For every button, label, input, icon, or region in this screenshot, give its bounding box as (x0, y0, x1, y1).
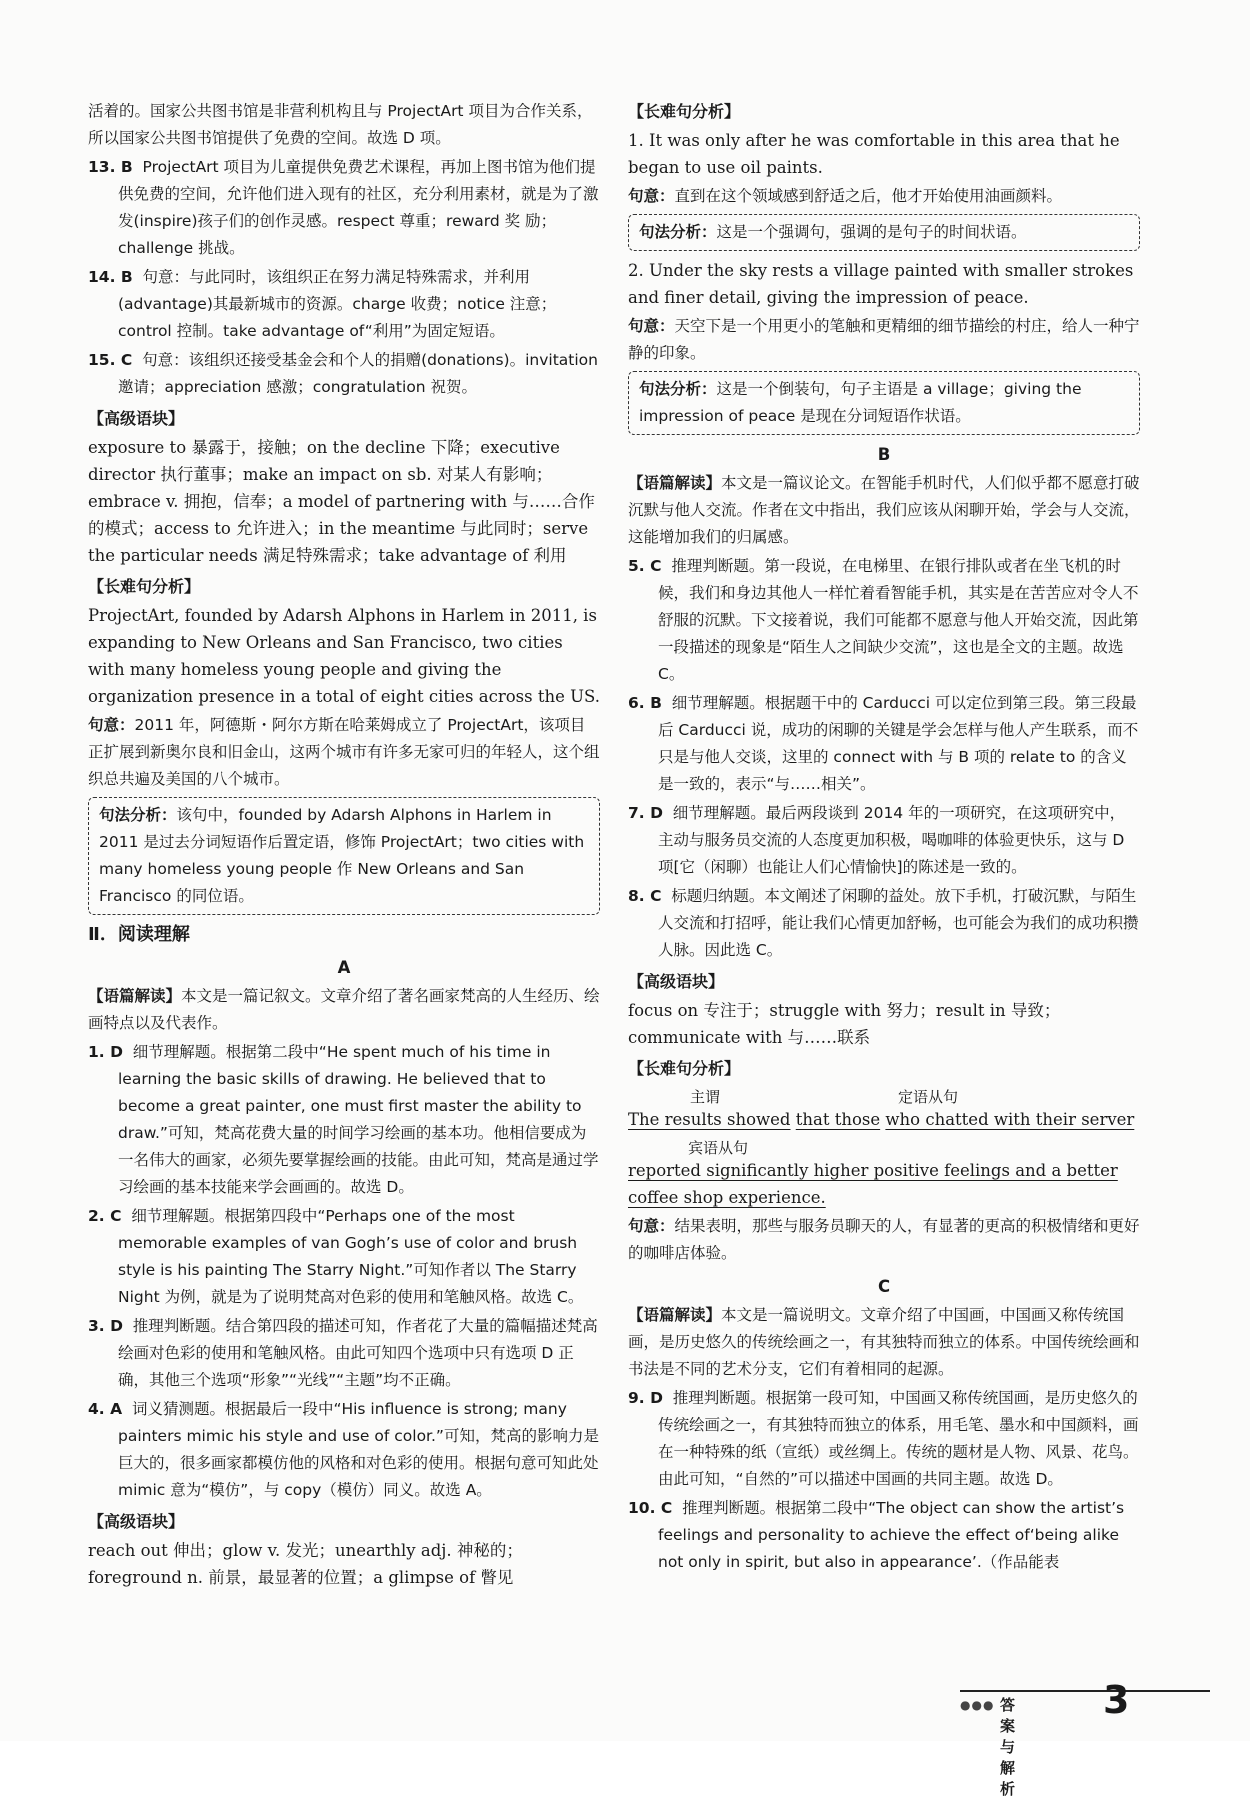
answer-item (88, 1039, 600, 1201)
meaning-text: 结果表明，那些与服务员聊天的人，有显著的更高的积极情绪和更好的咖啡店体验。 (628, 1217, 1140, 1262)
meaning-label: 句意： (628, 1217, 675, 1235)
meaning-label: 句意： (628, 317, 675, 335)
answer-number: 8. C (628, 887, 662, 905)
annotation-row (628, 1084, 1140, 1106)
dots-icon: ●●● (960, 1698, 995, 1712)
underlined-segment: The results showed (628, 1110, 791, 1129)
answer-number: 4. A (88, 1400, 123, 1418)
passage-letter: B (877, 445, 891, 464)
syntax-analysis-box (628, 371, 1140, 435)
syntax-text: 这是一个强调句，强调的是句子的时间状语。 (716, 223, 1027, 241)
answer-number: 15. C (88, 351, 133, 369)
syntax-analysis-box (88, 797, 600, 915)
long-sentence-en: ProjectArt, founded by Adarsh Alphons in Harlem in 2011, is expanding to New Orleans and San Francisco, two cities with many homeless young people and giving the organization presence in a total of eight cities across the US. (88, 606, 600, 706)
long-sentence-meaning (88, 712, 600, 793)
answer-text: ProjectArt 项目为儿童提供免费艺术课程，再加上图书馆为他们提供免费的空间，允许他们进入现有的社区，充分利用素材，就是为了激发(inspire)孩子们的创作灵感。respect 尊重；reward 奖 励；challenge 挑战。 (118, 158, 599, 257)
answer-number: 6. B (628, 694, 662, 712)
section-label: 【 长难句分析 】 (628, 1055, 1140, 1082)
long-sentence-meaning (628, 183, 1140, 210)
passage-summary: 【语篇解读】本文是一篇记叙文。文章介绍了著名画家梵高的人生经历、绘画特点以及代表作。 (88, 987, 600, 1032)
answer-item (88, 154, 600, 262)
underlined-segment: who chatted with their server (885, 1110, 1135, 1129)
summary-text: 本文是一篇说明文。文章介绍了中国画，中国画又称传统国画，是历史悠久的传统绘画之一，有其独特而独立的体系。中国传统绘画和书法是不同的艺术分支，它们有着相同的起源。 (628, 1306, 1140, 1378)
answer-number: 1. D (88, 1043, 123, 1061)
syntax-label: 句法分析： (639, 380, 717, 398)
syntax-label: 句法分析： (99, 806, 177, 824)
right-column (628, 98, 1140, 1578)
footer-rule (960, 1690, 1210, 1692)
answer-item (88, 1396, 600, 1504)
vocab-list: focus on 专注于；struggle with 努力；result in 导致；communicate with 与……联系 (628, 1001, 1061, 1047)
answer-text: 词义猜测题。根据最后一段中“His influence is strong; many painters mimic his style and use of color.”可知，梵高的影响力是巨大的，很多画家都模仿他的风格和对色彩的使用。根据句意可知此处 mimic 意为“模仿”，与 copy（模仿）同义。故选 A。 (118, 1400, 599, 1499)
answer-text: 推理判断题。第一段说，在电梯里、在银行排队或者在坐飞机的时候，我们和身边其他人一样忙着看智能手机，其实是在苦苦应对令人不舒服的沉默。下文接着说，我们可能都不愿意与他人开始交流，因此第一段描述的现象是“陌生人之间缺少交流”，这也是全文的主题。故选 C。 (658, 557, 1139, 683)
meaning-text: 直到在这个领域感到舒适之后，他才开始使用油画颜料。 (674, 187, 1063, 205)
summary-label: 语篇解读 (643, 474, 706, 492)
syntax-analysis-box (628, 214, 1140, 251)
passage-summary: 【语篇解读】本文是一篇说明文。文章介绍了中国画，中国画又称传统国画，是历史悠久的传统绘画之一，有其独特而独立的体系。中国传统绘画和书法是不同的艺术分支，它们有着相同的起源。 (628, 1306, 1140, 1378)
section-label: 【 高级语块 】 (88, 405, 600, 432)
passage-summary: 【语篇解读】本文是一篇议论文。在智能手机时代，人们似乎都不愿意打破沉默与他人交流。作者在文中指出，我们应该从闲聊开始，学会与人交流，这能增加我们的归属感。 (628, 474, 1140, 546)
meaning-text: 天空下是一个用更小的笔触和更精细的细节描绘的村庄，给人一种宁静的印象。 (628, 317, 1140, 362)
summary-label: 语篇解读 (643, 1306, 706, 1324)
underlined-segment: reported significantly higher positive feelings and a better coffee shop experience. (628, 1161, 1118, 1207)
answer-number: 5. C (628, 557, 662, 575)
section-label: 【 长难句分析 】 (628, 98, 1140, 125)
meaning-text: 2011 年，阿德斯・阿尔方斯在哈莱姆成立了 ProjectArt，该项目正扩展到新奥尔良和旧金山，这两个城市有许多无家可归的年轻人，这个组织总共遍及美国的八个城市。 (88, 716, 600, 788)
answer-item (88, 347, 600, 401)
vocab-list: exposure to 暴露于，接触；on the decline 下降；executive director 执行董事；make an impact on sb. 对某人有影响；embrace v. 拥抱，信奉；a model of partnering with 与……合作的模式；access to 允许进入；in the meantime 与此同时；serve the particular needs 满足特殊需求；take advantage of 利用 (88, 438, 595, 565)
answer-text: 细节理解题。根据题干中的 Carducci 可以定位到第三段。第三段最后 Carducci 说，成功的闲聊的关键是学会怎样与他人产生联系，而不只是与他人交谈，这里的 connect with 与 B 项的 relate to 的含义是一致的，表示“与……相关”。 (658, 694, 1139, 793)
section-heading: Ⅱ．阅读理解 (88, 924, 190, 945)
answer-text: 推理判断题。根据第一段可知，中国画又称传统国画，是历史悠久的传统绘画之一，有其独特而独立的体系，用毛笔、墨水和中国颜料，画在一种特殊的纸（宣纸）或丝绸上。传统的题材是人物、风景、花鸟。由此可知，“自然的”可以描述中国画的共同主题。故选 D。 (658, 1389, 1139, 1488)
answer-text: 细节理解题。最后两段谈到 2014 年的一项研究，在这项研究中，主动与服务员交流的人态度更加积极，喝咖啡的体验更快乐，这与 D 项[它（闲聊）也能让人们心情愉快]的陈述是一致的。 (658, 804, 1126, 876)
answer-item (88, 1313, 600, 1394)
answer-text: 细节理解题。根据第二段中“He spent much of his time in learning the basic skills of drawing. He believed that to become a great painter, one must first master the ability to draw.”可知，梵高花费大量的时间学习绘画的基本功。他相信要成为一名伟大的画家，必须先要掌握绘画的技能。由此可知，梵高是通过学习绘画的基本技能来学会画画的。故选 D。 (118, 1043, 599, 1196)
answer-number: 10. C (628, 1499, 673, 1517)
section-label: 【 高级语块 】 (628, 968, 1140, 995)
left-column (88, 98, 600, 1593)
section-label: 【 高级语块 】 (88, 1508, 600, 1535)
underlined-segment: that those (795, 1110, 881, 1129)
passage-letter: C (877, 1277, 891, 1296)
annotation-label: 宾语从句 (688, 1139, 749, 1157)
answer-item (628, 883, 1140, 964)
answer-item (88, 264, 600, 345)
answer-text: 句意：与此同时，该组织正在努力满足特殊需求，并利用(advantage)其最新城市的资源。charge 收费；notice 注意；control 控制。take advantage of“利用”为固定短语。 (118, 268, 557, 340)
summary-label: 语篇解读 (103, 987, 166, 1005)
annotation-label: 主谓 (690, 1088, 721, 1106)
answer-item (628, 1385, 1140, 1493)
answer-item (628, 553, 1140, 688)
section-label: 【 长难句分析 】 (88, 573, 600, 600)
answer-number: 7. D (628, 804, 663, 822)
answer-item (628, 690, 1140, 798)
long-sentence-meaning (628, 1213, 1140, 1267)
answer-text: 推理判断题。结合第四段的描述可知，作者花了大量的篇幅描述梵高绘画对色彩的使用和笔触风格。由此可知四个选项中只有选项 D 正确，其他三个选项“形象”“光线”“主题”均不正确。 (118, 1317, 598, 1389)
answer-number: 14. B (88, 268, 133, 286)
syntax-label: 句法分析： (639, 223, 717, 241)
annotation-row (628, 1135, 1140, 1157)
meaning-label: 句意： (628, 187, 675, 205)
answer-number: 13. B (88, 158, 133, 176)
answer-text: 标题归纳题。本文阐述了闲聊的益处。放下手机，打破沉默，与陌生人交流和打招呼，能让我们心情更加舒畅，也可能会为我们的成功积攒人脉。因此选 C。 (658, 887, 1139, 959)
summary-text: 本文是一篇议论文。在智能手机时代，人们似乎都不愿意打破沉默与他人交流。作者在文中指出，我们应该从闲聊开始，学会与人交流，这能增加我们的归属感。 (628, 474, 1140, 546)
syntax-text: 这是一个倒装句，句子主语是 a village；giving the impression of peace 是现在分词短语作状语。 (639, 380, 1082, 425)
answer-number: 9. D (628, 1389, 663, 1407)
answer-text: 句意：该组织还接受基金会和个人的捐赠(donations)。invitation 邀请；appreciation 感激；congratulation 祝贺。 (118, 351, 598, 396)
page-number: 3 (1103, 1678, 1130, 1722)
answer-item (628, 800, 1140, 881)
summary-text: 本文是一篇记叙文。文章介绍了著名画家梵高的人生经历、绘画特点以及代表作。 (88, 987, 600, 1032)
long-sentence-en: 1. It was only after he was comfortable in this area that he began to use oil paints. (628, 131, 1120, 177)
vocab-list: reach out 伸出；glow v. 发光；unearthly adj. 神秘的；foreground n. 前景，最显著的位置；a glimpse of 瞥见 (88, 1541, 523, 1587)
meaning-label: 句意： (88, 716, 135, 734)
passage-letter: A (337, 958, 351, 977)
answer-text: 推理判断题。根据第二段中“The object can show the artist’s feelings and personality to achieve the effect of‘being alike not only in spirit, but also in appearance’.（作品能表 (658, 1499, 1125, 1571)
answer-item (88, 1203, 600, 1311)
paragraph: 活着的。国家公共图书馆是非营利机构且与 ProjectArt 项目为合作关系，所以国家公共图书馆提供了免费的空间。故选 D 项。 (88, 102, 593, 147)
answer-item (628, 1495, 1140, 1576)
answer-number: 2. C (88, 1207, 122, 1225)
long-sentence-meaning (628, 313, 1140, 367)
syntax-text: 该句中，founded by Adarsh Alphons in Harlem in 2011 是过去分词短语作后置定语，修饰 ProjectArt；two cities with many homeless young people 作 New Orleans and San Francisco 的同位语。 (99, 806, 585, 905)
annotation-label: 定语从句 (898, 1088, 959, 1106)
footer-label: 答案与解析 (1000, 1696, 1016, 1798)
answer-text: 细节理解题。根据第四段中“Perhaps one of the most memorable examples of van Gogh’s use of color and brush style is his painting The Starry Night.”可知作者以 The Starry Night 为例，就是为了说明梵高对色彩的使用和笔触风格。故选 C。 (118, 1207, 584, 1306)
answer-number: 3. D (88, 1317, 123, 1335)
long-sentence-en: 2. Under the sky rests a village painted with smaller strokes and finer detail, giving the impression of peace. (628, 261, 1134, 307)
